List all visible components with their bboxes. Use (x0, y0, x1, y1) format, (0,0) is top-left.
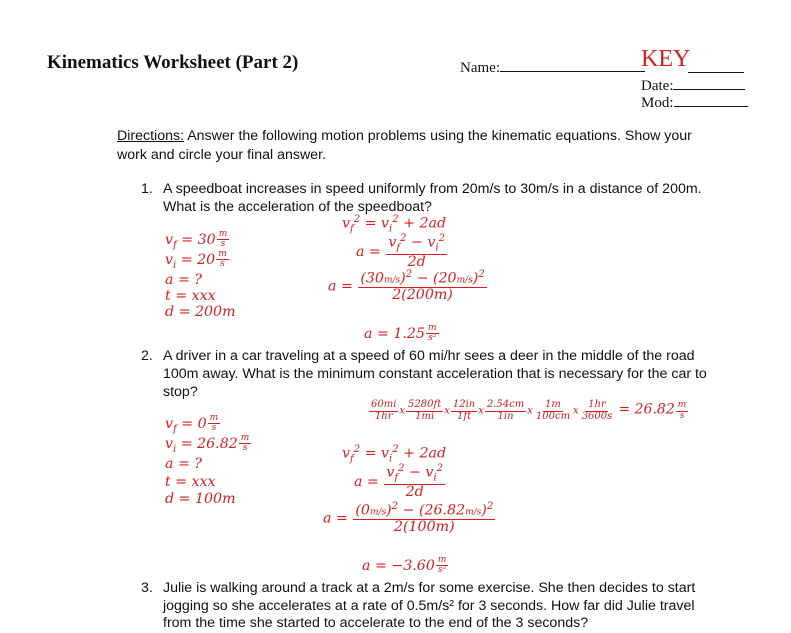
given-d: d = 100m (165, 491, 236, 507)
name-field (460, 60, 645, 77)
given-d: d = 200m (165, 304, 236, 320)
given-vf: $v_f = 30$ $\frac{m}{s}$ (165, 229, 228, 251)
date-underline (673, 88, 745, 90)
date-field (641, 78, 745, 95)
mod-field (641, 95, 748, 112)
equation-kinematic: $v_f^2 = v_i^2 + 2ad$ (342, 444, 447, 465)
key-answer: KEY (641, 46, 691, 72)
key-underline (688, 72, 744, 73)
final-answer: a = −3.60 $\frac{m}{\text{s²}}$ (362, 555, 447, 576)
mod-label: Mod: (641, 95, 674, 111)
given-t: t = xxx (165, 474, 216, 490)
problem-text: Julie is walking around a track at a 2m/s for some exercise. She then decides to start (163, 580, 696, 596)
worksheet-title: Kinematics Worksheet (Part 2) (47, 52, 299, 73)
given-value: = 20 (180, 251, 216, 268)
problem-number: 1. (141, 181, 153, 197)
problem-text: A driver in a car traveling at a speed of 60 mi/hr sees a deer in the middle of the road (163, 348, 695, 364)
equation-kinematic: $v_f^2 = v_i^2 + 2ad$ (342, 214, 447, 235)
name-underline (500, 70, 645, 72)
date-label: Date: (641, 78, 674, 94)
equation-substituted: a = $\frac{(0m/s)^2 - (26.82m/s)^2}{2(100m)}$ (323, 501, 494, 535)
unit-conversion: $\frac{60mi}{1hr}$ x $\frac{5280ft}{1mi}$ x $\frac{12in}{1ft}$ x $\frac{2.54cm}{1in}$ x $\frac{1m}{100cm}$ x $\frac{1hr}{3600s}$ = 26.82 $\frac{m}{s}$ (371, 399, 687, 422)
given-vi: $v_i = 20$ $\frac{m}{s}$ (165, 249, 227, 271)
directions-text2: work and circle your final answer. (117, 147, 326, 163)
given-a: a = ? (165, 456, 202, 472)
name-label: Name: (460, 60, 500, 76)
given-value: = 30 (181, 231, 216, 248)
problem-text: from the time she started to accelerate to the end of the 3 seconds? (163, 615, 589, 631)
directions-text1: Answer the following motion problems using the kinematic equations. Show your (184, 128, 692, 144)
problem-number: 2. (141, 348, 153, 364)
mod-underline (674, 105, 748, 107)
final-answer: a = 1.25 $\frac{m}{\text{s²}}$ (364, 323, 437, 344)
problem-text: What is the acceleration of the speedboat? (163, 199, 432, 215)
equation-solved: a = $\frac{v_f^2 - v_i^2}{2d}$ (354, 463, 443, 501)
problem-text: jogging so she accelerates at a rate of 0.5m/s² for 3 seconds. How far did Julie travel (163, 598, 695, 614)
problem-text: 100m away. What is the minimum constant acceleration that is necessary for the car to (163, 366, 707, 382)
equation-substituted: a = $\frac{(30m/s)^2 - (20m/s)^2}{2(200m)}$ (328, 269, 485, 303)
problem-number: 3. (141, 580, 153, 596)
equation-solved: a = $\frac{v_f^2 - v_i^2}{2d}$ (356, 233, 445, 271)
directions-line1 (117, 127, 692, 146)
given-a: a = ? (165, 272, 202, 288)
directions-label: Directions: (117, 128, 185, 144)
problem-text: A speedboat increases in speed uniformly from 20m/s to 30m/s in a distance of 200m. (163, 181, 702, 197)
given-vf: $v_f = 0$ $\frac{m}{s}$ (165, 413, 219, 435)
given-t: t = xxx (165, 288, 216, 304)
given-vi: $v_i = 26.82$ $\frac{m}{s}$ (165, 433, 250, 455)
problem-text: stop? (163, 384, 198, 400)
